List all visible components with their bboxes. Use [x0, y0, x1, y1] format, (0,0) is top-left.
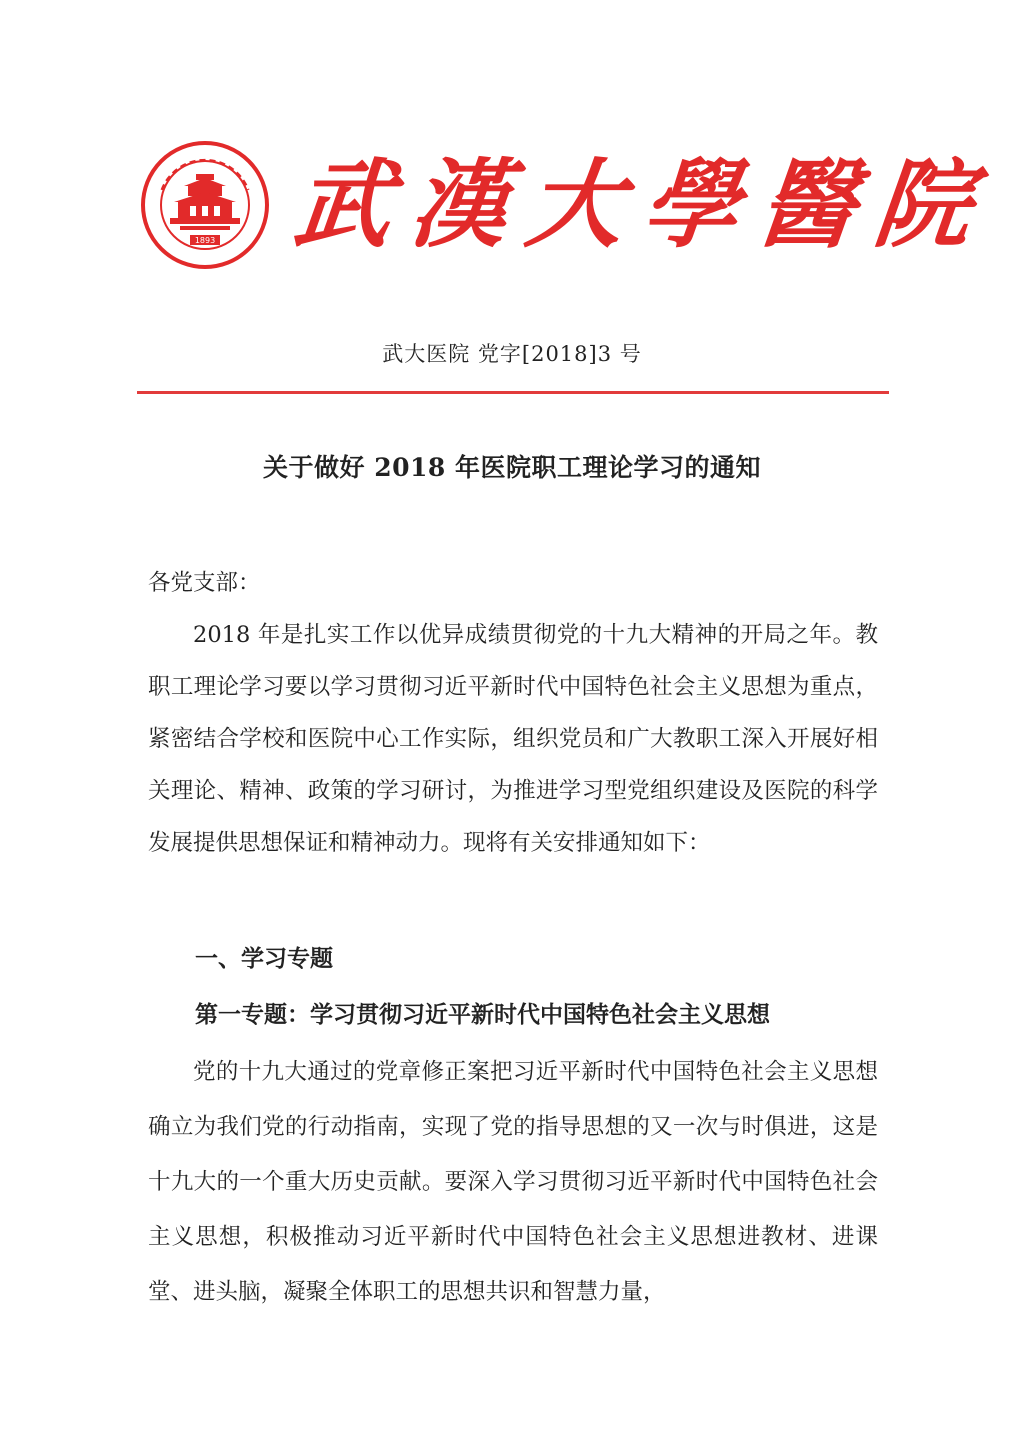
intro-paragraph: 2018 年是扎实工作以优异成绩贯彻党的十九大精神的开局之年。教职工理论学习要以学习贯彻习近平新时代中国特色社会主义思想为重点，紧密结合学校和医院中心工作实际，组织党员和广大教职工深入开展好相关理论、精神、政策的学习研讨，为推进学习型党组织建设及医院的科学发展提供思想保证和精神动力。现将有关安排通知如下：	[148, 622, 878, 856]
topic-paragraph: 党的十九大通过的党章修正案把习近平新时代中国特色社会主义思想确立为我们党的行动指南，实现了党的指导思想的又一次与时俱进，这是十九大的一个重大历史贡献。要深入学习贯彻习近平新时代中国特色社会主义思想，积极推动习近平新时代中国特色社会主义思想进教材、进课堂、进头脑，凝聚全体职工的思想共识和智慧力量，	[148, 1059, 878, 1305]
svg-text:1893: 1893	[194, 236, 216, 245]
topic-heading: 第一专题：学习贯彻习近平新时代中国特色社会主义思想	[195, 1001, 770, 1028]
university-seal-icon	[140, 140, 270, 270]
red-divider	[137, 391, 889, 394]
section-heading: 一、学习专题	[195, 945, 333, 972]
salutation: 各党支部：	[148, 570, 261, 596]
hospital-brand-name: 武漢大學醫院	[289, 148, 997, 261]
document-number: 武大医院 党字[2018]3 号	[382, 342, 642, 366]
letterhead	[140, 140, 997, 300]
document-title: 关于做好 2018 年医院职工理论学习的通知	[263, 453, 761, 482]
